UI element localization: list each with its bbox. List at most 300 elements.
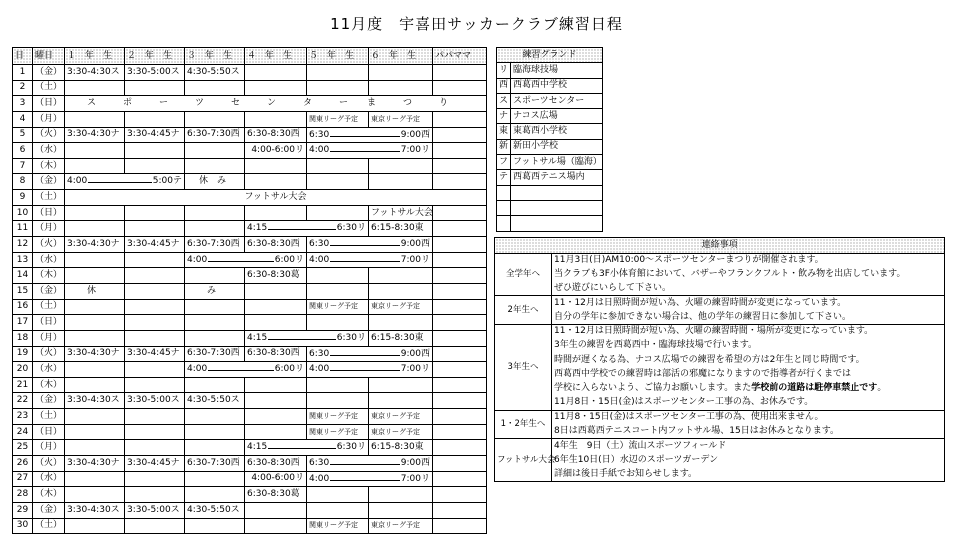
span-line xyxy=(268,229,336,230)
empty-cell xyxy=(433,346,487,362)
ground-code xyxy=(497,200,511,215)
day-number: 21 xyxy=(13,377,33,393)
empty-cell xyxy=(245,174,307,190)
sports-festival-char: ー xyxy=(159,98,169,109)
span-end: 9:00西 xyxy=(400,348,430,359)
ground-row xyxy=(497,155,603,170)
note-category: 3年生へ xyxy=(495,324,552,410)
empty-cell xyxy=(433,252,487,268)
schedule-header-row xyxy=(13,48,487,65)
empty-cell xyxy=(433,409,487,425)
day-number: 8 xyxy=(13,174,33,190)
weekday: （月） xyxy=(33,221,65,237)
time-cell: 6:30-8:30西 xyxy=(245,346,307,362)
note-category: 2年生へ xyxy=(495,296,552,325)
weekday: （火） xyxy=(33,456,65,472)
time-cell: 6:30-8:30西 xyxy=(245,456,307,472)
empty-cell xyxy=(433,393,487,409)
ground-name: 東葛西小学校 xyxy=(511,124,603,139)
schedule-header-cell: １ 年 生 xyxy=(65,48,125,65)
time-cell: 6:30-7:30西 xyxy=(185,456,245,472)
empty-cell xyxy=(65,111,125,127)
note-line-row xyxy=(495,410,945,424)
weekday: （木） xyxy=(33,158,65,174)
empty-cell xyxy=(125,143,185,159)
empty-cell xyxy=(307,393,369,409)
schedule-row xyxy=(13,299,487,315)
empty-cell xyxy=(125,221,185,237)
weekday: （土） xyxy=(33,190,65,206)
day-number: 14 xyxy=(13,268,33,284)
weekday: （日） xyxy=(33,205,65,221)
span-start: 4:00 xyxy=(309,364,330,375)
ground-code: 東 xyxy=(497,124,511,139)
empty-cell xyxy=(185,424,245,440)
empty-cell xyxy=(433,111,487,127)
span-start: 4:00 xyxy=(187,364,208,375)
span-end: 7:00リ xyxy=(400,364,430,375)
span-end: 9:00西 xyxy=(400,129,430,140)
time-cell: 6:30-8:30西 xyxy=(245,127,307,143)
note-line-row xyxy=(495,267,945,281)
day-number: 20 xyxy=(13,362,33,378)
day-number: 30 xyxy=(13,518,33,534)
empty-cell xyxy=(65,143,125,159)
empty-cell xyxy=(125,111,185,127)
empty-cell xyxy=(185,158,245,174)
note-text: 学校に入らないよう、ご協力お願いします。また xyxy=(554,383,752,394)
time-cell: 3:30-4:30ナ xyxy=(65,127,125,143)
empty-cell xyxy=(65,440,125,456)
empty-cell xyxy=(245,80,307,96)
note-line-row xyxy=(495,396,945,410)
time-span-cell xyxy=(307,471,433,487)
time-cell: 3:30-5:00ス xyxy=(125,393,185,409)
time-span-cell xyxy=(307,346,433,362)
empty-cell xyxy=(369,393,433,409)
schedule-row xyxy=(13,487,487,503)
note-line-row xyxy=(495,296,945,310)
empty-cell xyxy=(433,487,487,503)
ground-name: ナコス広場 xyxy=(511,109,603,124)
time-cell: 3:30-4:45ナ xyxy=(125,237,185,253)
empty-cell xyxy=(125,299,185,315)
sports-festival-char: タ xyxy=(303,98,313,109)
empty-cell xyxy=(433,143,487,159)
span-start: 4:00 xyxy=(309,473,330,484)
schedule-row xyxy=(13,440,487,456)
empty-cell xyxy=(125,252,185,268)
empty-cell xyxy=(433,424,487,440)
empty-cell xyxy=(65,424,125,440)
day-number: 23 xyxy=(13,409,33,425)
empty-cell xyxy=(245,283,307,299)
day-number: 9 xyxy=(13,190,33,206)
empty-cell xyxy=(65,409,125,425)
empty-cell xyxy=(245,393,307,409)
weekday: （木） xyxy=(33,377,65,393)
empty-cell xyxy=(65,268,125,284)
span-line xyxy=(330,261,400,262)
day-number: 25 xyxy=(13,440,33,456)
empty-cell xyxy=(125,205,185,221)
time-span-cell xyxy=(307,127,433,143)
note-line: 自分の学年に参加できない場合は、他の学年の練習日に参加して下さい。 xyxy=(552,310,945,324)
ground-row xyxy=(497,124,603,139)
empty-cell xyxy=(433,65,487,81)
day-number: 15 xyxy=(13,283,33,299)
note-category: 全学年へ xyxy=(495,253,552,296)
empty-cell xyxy=(307,205,369,221)
time-cell: 4:30-5:50ス xyxy=(185,393,245,409)
span-line xyxy=(88,182,152,183)
schedule-row xyxy=(13,158,487,174)
sports-festival-char: り xyxy=(439,98,449,109)
sports-festival-char: ポ xyxy=(123,98,133,109)
span-start: 4:15 xyxy=(247,332,268,343)
span-end: 9:00西 xyxy=(400,239,430,250)
schedule-row xyxy=(13,283,487,299)
time-cell: 3:30-4:30ス xyxy=(65,393,125,409)
empty-cell xyxy=(307,502,369,518)
ground-row xyxy=(497,63,603,78)
note-line: 11月3日(日)AM10:00〜スポーツセンターまつりが開催されます。 xyxy=(552,253,945,267)
time-span-cell xyxy=(185,252,307,268)
schedule-row xyxy=(13,252,487,268)
empty-cell xyxy=(65,377,125,393)
ground-code: 新 xyxy=(497,139,511,154)
weekday: （金） xyxy=(33,502,65,518)
empty-cell xyxy=(65,205,125,221)
empty-cell xyxy=(65,221,125,237)
empty-cell xyxy=(307,80,369,96)
schedule-row xyxy=(13,502,487,518)
note-line: 詳細は後日手紙でお知らせします。 xyxy=(552,467,945,481)
schedule-row xyxy=(13,346,487,362)
span-end: 6:30リ xyxy=(336,442,366,453)
notes-table xyxy=(494,237,945,482)
page-title: 11月度 宇喜田サッカークラブ練習日程 xyxy=(330,15,623,33)
futsal-event-cell: フットサル大会 xyxy=(65,190,487,206)
ground-name: フットサル場（臨海） xyxy=(511,155,603,170)
span-end: 6:00リ xyxy=(274,364,304,375)
weekday: （木） xyxy=(33,487,65,503)
time-cell: 4:30-5:50ス xyxy=(185,65,245,81)
schedule-row xyxy=(13,456,487,472)
ground-code: フ xyxy=(497,155,511,170)
notes-header-row xyxy=(495,238,945,254)
schedule-row xyxy=(13,424,487,440)
note-line-row xyxy=(495,439,945,453)
sports-festival-char: ツ xyxy=(195,98,205,109)
empty-cell xyxy=(369,268,433,284)
empty-cell xyxy=(125,283,185,299)
day-number: 4 xyxy=(13,111,33,127)
empty-cell xyxy=(65,158,125,174)
time-cell: 3:30-4:45ナ xyxy=(125,456,185,472)
span-start: 4:15 xyxy=(247,223,268,234)
grounds-header: 練習グランド xyxy=(497,48,603,63)
span-line xyxy=(330,480,400,481)
span-start: 4:15 xyxy=(247,442,268,453)
empty-cell xyxy=(307,268,369,284)
day-number: 7 xyxy=(13,158,33,174)
ground-row xyxy=(497,200,603,215)
schedule-row xyxy=(13,143,487,159)
ground-code: ナ xyxy=(497,109,511,124)
weekday: （金） xyxy=(33,283,65,299)
weekday: （土） xyxy=(33,80,65,96)
empty-cell xyxy=(433,330,487,346)
empty-cell xyxy=(369,80,433,96)
empty-cell xyxy=(369,65,433,81)
day-number: 16 xyxy=(13,299,33,315)
note-line: 4年生 9日（土）流山スポーツフィールド xyxy=(552,439,945,453)
rest-label: 休 み xyxy=(185,174,245,190)
ground-name: スポーツセンター xyxy=(511,93,603,108)
day-number: 12 xyxy=(13,237,33,253)
empty-cell xyxy=(185,268,245,284)
day-number: 5 xyxy=(13,127,33,143)
schedule-header-cell: 日 xyxy=(13,48,33,65)
empty-cell xyxy=(185,221,245,237)
schedule-header-cell: ２ 年 生 xyxy=(125,48,185,65)
empty-cell xyxy=(307,283,369,299)
empty-cell xyxy=(307,174,369,190)
note-line: 11・12月は日照時間が短い為、火曜の練習時間・場所が変更になっています。 xyxy=(552,324,945,338)
empty-cell xyxy=(433,80,487,96)
time-cell: 東京リーグ予定 xyxy=(369,518,433,534)
friday-span-cell xyxy=(65,174,185,190)
time-cell: 6:30-7:30西 xyxy=(185,127,245,143)
time-cell: 6:15-8:30東 xyxy=(369,440,433,456)
note-line: 6年生10日(日）水辺のスポーツガーデン xyxy=(552,453,945,467)
span-line xyxy=(330,151,400,152)
empty-cell xyxy=(433,471,487,487)
note-line-row xyxy=(495,324,945,338)
empty-cell xyxy=(185,377,245,393)
span-end: 9:00西 xyxy=(400,458,430,469)
empty-cell xyxy=(125,80,185,96)
weekday: （水） xyxy=(33,252,65,268)
empty-cell xyxy=(125,362,185,378)
empty-cell xyxy=(185,409,245,425)
weekday: （火） xyxy=(33,237,65,253)
empty-cell xyxy=(433,518,487,534)
note-line-row xyxy=(495,467,945,481)
span-end: 7:00リ xyxy=(400,145,430,156)
empty-cell xyxy=(245,502,307,518)
empty-cell xyxy=(433,174,487,190)
schedule-header-cell: ６ 年 生 xyxy=(369,48,433,65)
weekday: （土） xyxy=(33,409,65,425)
empty-cell xyxy=(125,377,185,393)
time-cell: 3:30-5:00ス xyxy=(125,502,185,518)
empty-cell xyxy=(185,205,245,221)
schedule-row xyxy=(13,518,487,534)
empty-cell xyxy=(125,487,185,503)
empty-cell xyxy=(433,362,487,378)
empty-cell xyxy=(65,362,125,378)
schedule-row xyxy=(13,377,487,393)
span-start: 6:30 xyxy=(309,129,330,140)
empty-cell xyxy=(433,158,487,174)
weekday: （月） xyxy=(33,111,65,127)
time-cell: 3:30-4:30ナ xyxy=(65,346,125,362)
time-cell: 6:30-8:30葛 xyxy=(245,268,307,284)
span-line xyxy=(208,370,274,371)
ground-row xyxy=(497,93,603,108)
note-line: 西葛西中学校での練習時は部活の邪魔になりますので指導者が行くまでは xyxy=(552,367,945,381)
sports-festival-char: ま xyxy=(367,98,377,109)
weekday: （水） xyxy=(33,362,65,378)
empty-cell xyxy=(433,299,487,315)
empty-cell xyxy=(433,456,487,472)
empty-cell xyxy=(369,377,433,393)
ground-row xyxy=(497,78,603,93)
note-line: 11・12月は日照時間が短い為、火曜の練習時間が変更になっています。 xyxy=(552,296,945,310)
day-number: 19 xyxy=(13,346,33,362)
span-end: 6:30リ xyxy=(336,332,366,343)
empty-cell xyxy=(125,424,185,440)
note-line-row xyxy=(495,382,945,396)
empty-cell xyxy=(245,111,307,127)
time-cell: 3:30-5:00ス xyxy=(125,65,185,81)
time-span-cell xyxy=(245,440,369,456)
schedule-row xyxy=(13,268,487,284)
schedule-row xyxy=(13,315,487,331)
schedule-header-cell: ３ 年 生 xyxy=(185,48,245,65)
schedule-row xyxy=(13,174,487,190)
empty-cell xyxy=(369,283,433,299)
span-end: 5:00テ xyxy=(152,176,182,187)
ground-row xyxy=(497,170,603,185)
note-line-row xyxy=(495,367,945,381)
sports-festival-char: セ xyxy=(231,98,241,109)
schedule-row xyxy=(13,127,487,143)
note-category: フットサル大会 xyxy=(495,439,552,482)
empty-cell xyxy=(307,65,369,81)
rest-label: 休 xyxy=(65,283,125,299)
span-line xyxy=(330,355,400,356)
time-cell: フットサル大会 xyxy=(369,205,433,221)
note-text: 。 xyxy=(877,383,887,394)
time-span-cell xyxy=(185,362,307,378)
day-number: 2 xyxy=(13,80,33,96)
empty-cell xyxy=(433,283,487,299)
day-number: 29 xyxy=(13,502,33,518)
ground-row xyxy=(497,109,603,124)
weekday: （金） xyxy=(33,174,65,190)
time-cell: 6:30-8:30西 xyxy=(245,237,307,253)
weekday: （水） xyxy=(33,471,65,487)
empty-cell xyxy=(185,143,245,159)
empty-cell xyxy=(245,518,307,534)
empty-cell xyxy=(433,440,487,456)
empty-cell xyxy=(65,330,125,346)
day-number: 18 xyxy=(13,330,33,346)
time-span-cell xyxy=(307,237,433,253)
day-number: 1 xyxy=(13,65,33,81)
day-number: 13 xyxy=(13,252,33,268)
day-number: 28 xyxy=(13,487,33,503)
schedule-row xyxy=(13,190,487,206)
ground-row xyxy=(497,185,603,200)
span-start: 4:00 xyxy=(67,176,88,187)
span-start: 6:30 xyxy=(309,239,330,250)
empty-cell xyxy=(369,502,433,518)
time-cell: 6:30-7:30西 xyxy=(185,237,245,253)
day-number: 27 xyxy=(13,471,33,487)
empty-cell xyxy=(185,518,245,534)
ground-name xyxy=(511,185,603,200)
note-line: 11月8・15日(金)はスポーツセンター工事の為、使用出来ません。 xyxy=(552,410,945,424)
empty-cell xyxy=(65,315,125,331)
empty-cell xyxy=(125,158,185,174)
time-cell: 4:00-6:00リ xyxy=(245,143,307,159)
span-line xyxy=(330,245,400,246)
sports-festival-char: ス xyxy=(87,98,97,109)
note-category: 1・2年生へ xyxy=(495,410,552,439)
day-number: 6 xyxy=(13,143,33,159)
empty-cell xyxy=(245,158,307,174)
weekday: （金） xyxy=(33,65,65,81)
time-cell: 3:30-4:30ナ xyxy=(65,237,125,253)
schedule-header-cell: ４ 年 生 xyxy=(245,48,307,65)
schedule-row xyxy=(13,362,487,378)
ground-code: ス xyxy=(497,93,511,108)
time-cell: 3:30-4:30ナ xyxy=(65,456,125,472)
empty-cell xyxy=(245,424,307,440)
empty-cell xyxy=(65,487,125,503)
weekday: （金） xyxy=(33,393,65,409)
time-cell: 3:30-4:30ス xyxy=(65,65,125,81)
empty-cell xyxy=(433,205,487,221)
note-line-row xyxy=(495,282,945,296)
note-line: 8日は西葛西テニスコート内フットサル場、15日はお休みとなります。 xyxy=(552,425,945,439)
span-end: 6:30リ xyxy=(336,223,366,234)
schedule-row xyxy=(13,80,487,96)
empty-cell xyxy=(245,315,307,331)
span-line xyxy=(330,136,400,137)
empty-cell xyxy=(433,377,487,393)
schedule-header-cell: 曜日 xyxy=(33,48,65,65)
empty-cell xyxy=(433,127,487,143)
empty-cell xyxy=(65,80,125,96)
span-start: 4:00 xyxy=(187,254,208,265)
weekday: （火） xyxy=(33,346,65,362)
time-span-cell xyxy=(307,456,433,472)
empty-cell xyxy=(185,471,245,487)
empty-cell xyxy=(433,268,487,284)
empty-cell xyxy=(185,299,245,315)
time-cell: 6:15-8:30東 xyxy=(369,221,433,237)
note-line-row xyxy=(495,310,945,324)
ground-code xyxy=(497,216,511,231)
time-span-cell xyxy=(245,221,369,237)
time-cell: 東京リーグ予定 xyxy=(369,299,433,315)
empty-cell xyxy=(369,487,433,503)
time-cell: 関東リーグ予定 xyxy=(307,518,369,534)
schedule-row xyxy=(13,409,487,425)
ground-row xyxy=(497,216,603,231)
empty-cell xyxy=(307,315,369,331)
day-number: 17 xyxy=(13,315,33,331)
ground-row xyxy=(497,139,603,154)
time-cell: 関東リーグ予定 xyxy=(307,424,369,440)
weekday: （日） xyxy=(33,315,65,331)
empty-cell xyxy=(125,409,185,425)
